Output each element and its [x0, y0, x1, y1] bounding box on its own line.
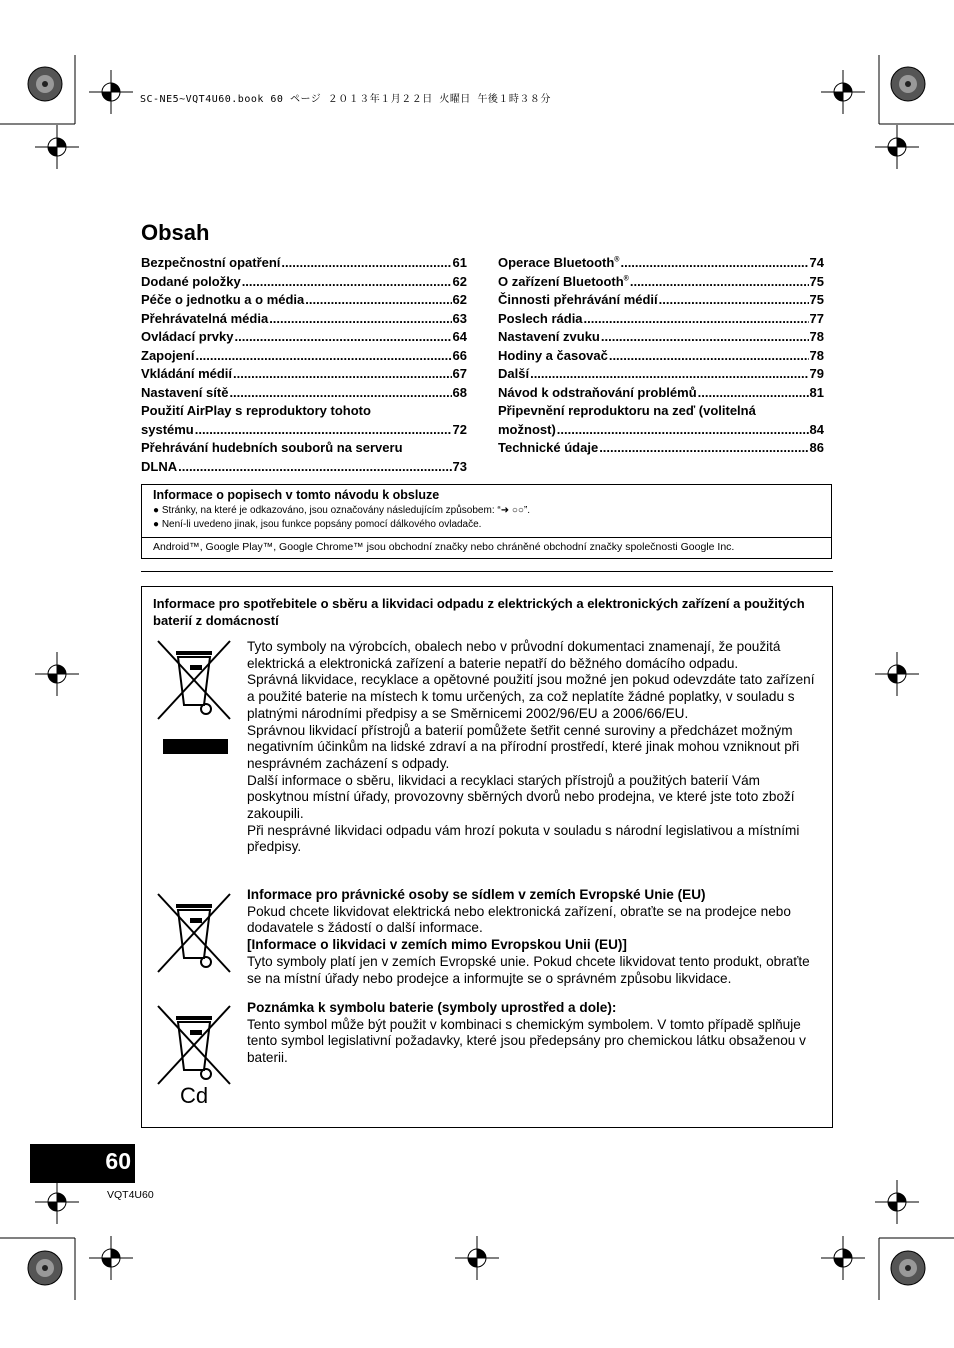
battery-note-text: Poznámka k symbolu baterie (symboly uprostřed a dole): Tento symbol může být použit v kombinaci s chemickým symbolem. V tomto případě splňuje tento symbol legislativní požadavky, které jsou předepsány pro chemickou látku obsaženou v baterii. — [247, 1000, 806, 1066]
toc-entry[interactable]: Použití AirPlay s reproduktory tohoto systému ..... 72 — [141, 402, 467, 439]
divider — [141, 571, 833, 572]
toc-right-column — [498, 254, 824, 458]
toc-entry[interactable]: Poslech rádia ..... 77 — [498, 310, 824, 329]
cadmium-symbol: Cd — [180, 1083, 209, 1108]
toc-entry[interactable]: Činnosti přehrávání médií ..... 75 — [498, 291, 824, 310]
disposal-info-box — [141, 586, 833, 1128]
toc-entry[interactable]: Technické údaje ..... 86 — [498, 439, 824, 458]
toc-entry[interactable]: Ovládací prvky ..... 64 — [141, 328, 467, 347]
manual-info-box — [141, 484, 832, 559]
toc-entry[interactable]: Péče o jednotku a o média ..... 62 — [141, 291, 467, 310]
toc-entry[interactable]: Nastavení zvuku ..... 78 — [498, 328, 824, 347]
toc-entry[interactable]: Připevnění reproduktoru na zeď (volitelná možnost) ..... 84 — [498, 402, 824, 439]
divider — [142, 537, 831, 538]
business-disposal-text: Informace pro právnické osoby se sídlem v zemích Evropské Unie (EU) Pokud chcete likvidovat elektrická nebo elektronická zařízení, obraťte se na prodejce nebo dodavatele s žádostí o další informace. [Informace o likvidaci v zemích mimo Evropskou Unii (EU)] Tyto symboly platí jen v zemích Evropské unie. Pokud chcete likvidovat tento produkt, obraťte se na místní úřady nebo prodejce a informujte se o správném způsobu likvidace. — [247, 887, 810, 986]
toc-entry[interactable]: Hodiny a časovač ..... 78 — [498, 347, 824, 366]
toc-entry[interactable]: Další ..... 79 — [498, 365, 824, 384]
info-bullet: ● Není-li uvedeno jinak, jsou funkce popsány pomocí dálkového ovladače. — [153, 519, 482, 530]
toc-entry[interactable]: Zapojení ..... 66 — [141, 347, 467, 366]
toc-entry[interactable]: O zařízení Bluetooth® ..... 75 — [498, 273, 824, 292]
disposal-text: Tyto symboly na výrobcích, obalech nebo v průvodní dokumentaci znamenají, že použitá elektrická a elektronická zařízení a baterie nepatří do běžného domácího odpadu. Správná likvidace, recyklace a opětovné použití jsou možné jen pokud odevzdáte tato zařízení a použité baterie na místech k tomu určených, za což neplatíte žádné poplatky, v souladu s platnými národními předpisy a se Směrnicemi 2002/96/EU a 2006/66/EU. Správnou likvidací přístrojů a baterií pomůžete šetřit cenné suroviny a předcházet možným negativním účinkům na lidské zdraví a na přírodní prostředí, které jinak mohou vzniknout při nesprávném zacházení s odpady. Další informace o sběru, likvidaci a recyklaci starých přístrojů a použitých baterií Vám poskytnou místní úřady, provozovny sběrných dvorů nebo prodejna, ve které jste toto zboží zakoupili. Při nesprávné likvidaci odpadu vám hrozí pokuta v souladu s národní legislativou a místními předpisy. — [247, 639, 815, 855]
crossed-bin-icon — [154, 890, 234, 975]
page-title: Obsah — [141, 220, 210, 245]
toc-entry[interactable]: Návod k odstraňování problémů ..... 81 — [498, 384, 824, 403]
document-code: VQT4U60 — [107, 1189, 154, 1201]
trademark-notice: Android™, Google Play™, Google Chrome™ jsou obchodní značky nebo chráněné obchodní značky společnosti Google Inc. — [153, 541, 735, 553]
info-bullet: ● Stránky, na které je odkazováno, jsou označovány následujícím způsobem: “➜ ○○”. — [153, 505, 531, 516]
toc-entry[interactable]: Nastavení sítě ..... 68 — [141, 384, 467, 403]
toc-left-column — [141, 254, 467, 476]
date-marking-bar — [163, 739, 228, 754]
toc-entry[interactable]: Přehrávatelná média ..... 63 — [141, 310, 467, 329]
toc-entry[interactable]: Přehrávání hudebních souborů na serveru DLNA ..... 73 — [141, 439, 467, 476]
crossed-bin-icon — [154, 637, 234, 722]
toc-entry[interactable]: Operace Bluetooth® ..... 74 — [498, 254, 824, 273]
page-number: 60 — [105, 1148, 131, 1174]
toc-entry[interactable]: Vkládání médií ..... 67 — [141, 365, 467, 384]
toc-entry[interactable]: Dodané položky ..... 62 — [141, 273, 467, 292]
disposal-title: Informace pro spotřebitele o sběru a likvidaci odpadu z elektrických a elektronických zařízení a použitých baterií z domácností — [153, 596, 805, 628]
toc-entry[interactable]: Bezpečnostní opatření ..... 61 — [141, 254, 467, 273]
info-box-title: Informace o popisech v tomto návodu k obsluze — [153, 488, 440, 502]
book-file-header: SC-NE5~VQT4U60.book 60 ページ ２０１３年１月２２日 火曜日 午後１時３８分 — [140, 94, 551, 105]
page-number-tab — [30, 1144, 135, 1183]
crossed-bin-icon — [154, 1002, 234, 1087]
